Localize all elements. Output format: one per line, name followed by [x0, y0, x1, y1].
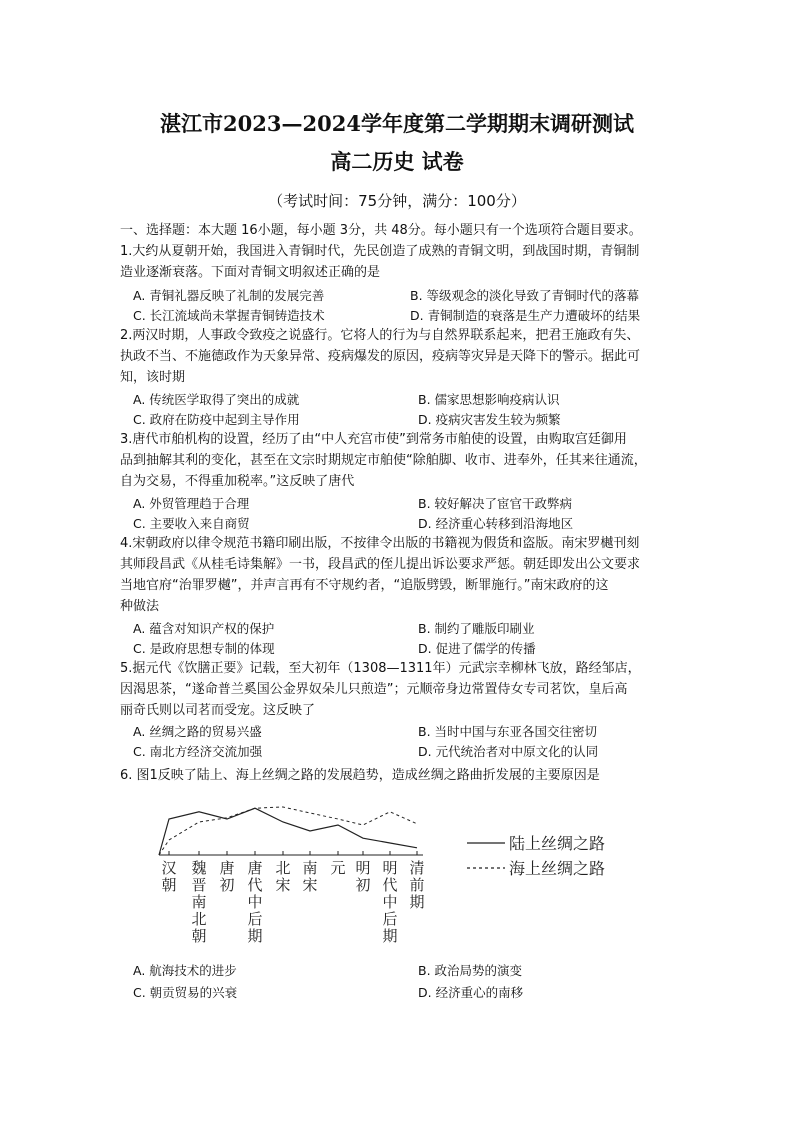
question-2-line-2: 执政不当、不施德政作为天象异常、疫病爆发的原因，疫病等灾异是天降下的警示。据此可 [120, 349, 641, 364]
q4-option-c: C. 是政府思想专制的体现 [133, 641, 275, 656]
sea-route-line [159, 807, 417, 855]
q3-option-b: B. 较好解决了宦官干政弊病 [418, 496, 573, 511]
era-label: 汉朝 [161, 859, 177, 894]
q6-option-b: B. 政治局势的演变 [418, 963, 523, 978]
legend [467, 834, 605, 878]
era-label: 唐初 [219, 859, 235, 894]
question-4-line-3: 当地官府“治罪罗樾”，并声言再有不守规约者，“追版劈毁，断罪施行。”南宋政府的这 [120, 578, 609, 593]
question-5-line-1: 5.据元代《饮膳正要》记载，至大初年（1308—1311年）元武宗幸柳林飞放，路经邹店， [120, 661, 641, 676]
q2-option-d: D. 疫病灾害发生较为频繁 [418, 412, 561, 427]
exam-subtitle: 高二历史 试卷 [330, 149, 464, 174]
question-2-line-1: 2.两汉时期，人事政令致疫之说盛行。它将人的行为与自然界联系起来，把君王施政有失、 [120, 328, 640, 343]
legend-land-label: 陆上丝绸之路 [509, 834, 606, 853]
exam-title: 湛江市2023—2024学年度第二学期期末调研测试 [160, 111, 634, 136]
q5-option-b: B. 当时中国与东亚各国交往密切 [418, 724, 598, 739]
era-label: 南宋 [302, 859, 318, 894]
q3-option-d: D. 经济重心转移到沿海地区 [418, 516, 574, 531]
silk-road-figure [155, 795, 655, 955]
q6-option-a: A. 航海技术的进步 [133, 963, 237, 978]
q2-option-a: A. 传统医学取得了突出的成就 [133, 392, 300, 407]
question-2-line-3: 知，该时期 [120, 370, 186, 385]
question-5-line-2: 因渴思茶，“遂命普兰奚国公金界奴朵儿只煎造”；元顺帝身边常置侍女专司茗饮，皇后高 [120, 682, 628, 697]
exam-info: （考试时间：75分钟，满分：100分） [268, 192, 526, 210]
q2-option-b: B. 儒家思想影响疫病认识 [418, 392, 560, 407]
question-1-line-1: 1.大约从夏朝开始，我国进入青铜时代，先民创造了成熟的青铜文明，到战国时期，青铜制 [120, 244, 640, 259]
q4-option-a: A. 蕴含对知识产权的保护 [133, 621, 275, 636]
q5-option-a: A. 丝绸之路的贸易兴盛 [133, 724, 262, 739]
era-label: 北宋 [275, 859, 291, 894]
era-labels [161, 859, 424, 945]
question-3-line-2: 品到抽解其利的变化，甚至在文宗时期规定市舶使“除舶脚、收市、进奉外，任其来往通流， [120, 453, 647, 468]
era-label: 明代中后期 [382, 859, 398, 945]
route-lines [159, 807, 423, 855]
legend-sea-label: 海上丝绸之路 [509, 859, 606, 878]
era-label: 元 [330, 859, 346, 877]
question-6-line-1: 6. 图1反映了陆上、海上丝绸之路的发展趋势，造成丝绸之路曲折发展的主要原因是 [120, 768, 600, 783]
question-3-line-3: 自为交易，不得重加税率。”这反映了唐代 [120, 474, 355, 489]
q6-option-d: D. 经济重心的南移 [418, 985, 524, 1000]
question-4-line-1: 4.宋朝政府以律令规范书籍印刷出版，不按律令出版的书籍视为假货和盗版。南宋罗樾刊刻 [120, 536, 640, 551]
question-4-line-2: 其师段昌武《从桂毛诗集解》一书，段昌武的侄儿提出诉讼要求严惩。朝廷即发出公文要求 [120, 557, 641, 572]
question-1-line-2: 造业逐渐衰落。下面对青铜文明叙述正确的是 [120, 265, 381, 280]
question-4-line-4: 种做法 [120, 599, 160, 614]
era-label: 魏晋南北朝 [191, 859, 207, 945]
q5-option-c: C. 南北方经济交流加强 [133, 744, 263, 759]
section-heading: 一、选择题：本大题 16小题，每小题 3分，共 48分。每小题只有一个选项符合题目要求。 [120, 223, 642, 238]
question-5-line-3: 丽奇氏则以司茗而受宠。这反映了 [120, 703, 316, 718]
q4-option-b: B. 制约了雕版印刷业 [418, 621, 535, 636]
land-route-line [159, 808, 417, 855]
q3-option-a: A. 外贸管理趋于合理 [133, 496, 250, 511]
era-label: 明初 [355, 859, 371, 894]
era-label: 清前期 [409, 859, 425, 911]
question-3-line-1: 3.唐代市舶机构的设置，经历了由“中人充宫市使”到常务市舶使的设置，由购取宫廷御用 [120, 432, 627, 447]
q6-option-c: C. 朝贡贸易的兴衰 [133, 985, 238, 1000]
q1-option-c: C. 长江流域尚未掌握青铜铸造技术 [133, 308, 325, 323]
q3-option-c: C. 主要收入来自商贸 [133, 516, 250, 531]
q2-option-c: C. 政府在防疫中起到主导作用 [133, 412, 300, 427]
q1-option-b: B. 等级观念的淡化导致了青铜时代的落幕 [410, 288, 640, 303]
q4-option-d: D. 促进了儒学的传播 [418, 641, 536, 656]
q1-option-a: A. 青铜礼器反映了礼制的发展完善 [133, 288, 325, 303]
era-label: 唐代中后期 [247, 859, 263, 945]
q5-option-d: D. 元代统治者对中原文化的认同 [418, 744, 599, 759]
q1-option-d: D. 青铜制造的衰落是生产力遭破坏的结果 [410, 308, 641, 323]
